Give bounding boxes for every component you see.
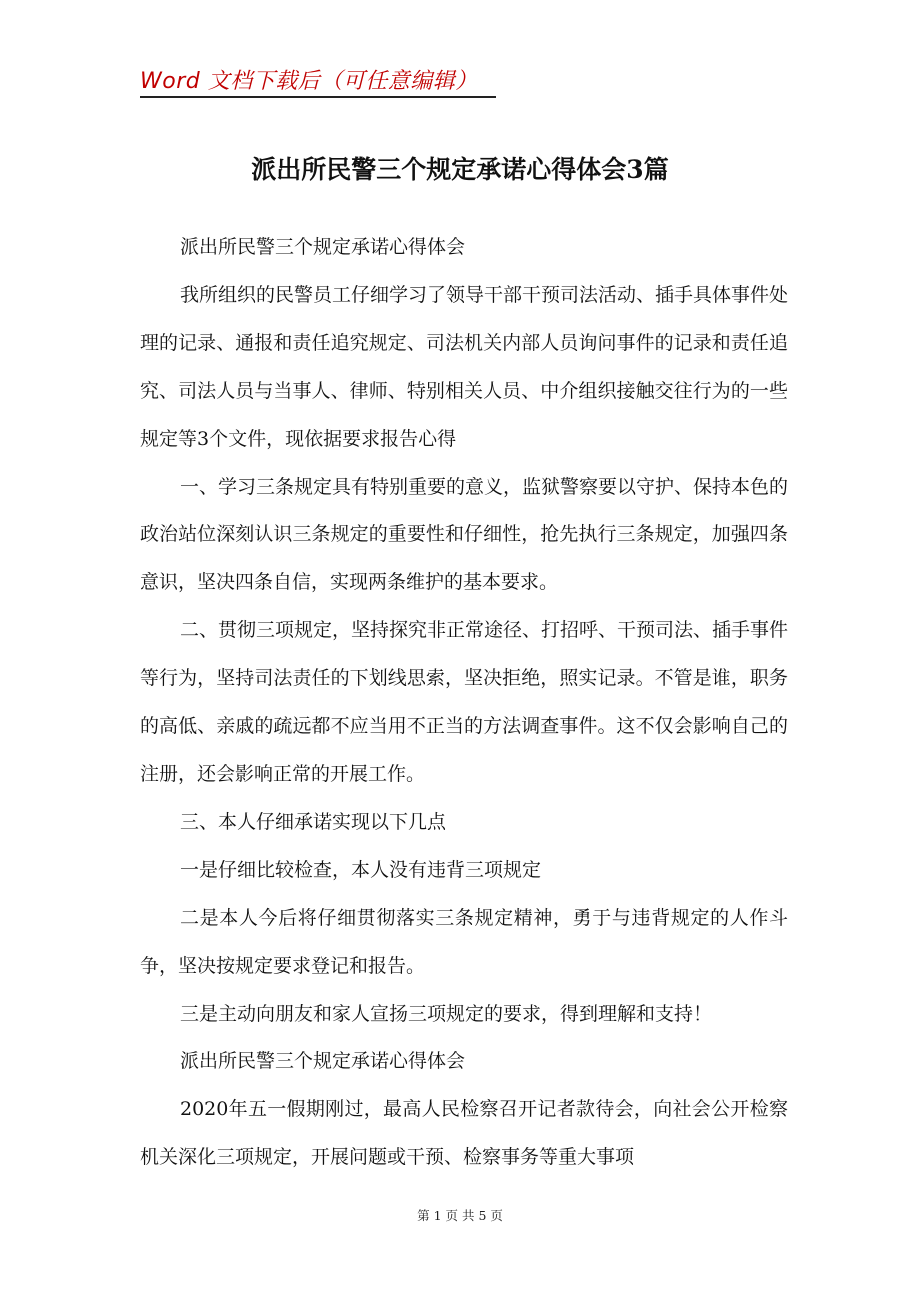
paragraph: 2020年五一假期刚过，最高人民检察召开记者款待会，向社会公开检察机关深化三项规定，开展问题或干预、检察事务等重大事项	[140, 1098, 788, 1169]
paragraph: 派出所民警三个规定承诺心得体会	[180, 1050, 466, 1073]
document-body	[140, 224, 788, 1182]
paragraph: 三、本人仔细承诺实现以下几点	[180, 810, 447, 833]
paragraph: 一、学习三条规定具有特别重要的意义，监狱警察要以守护、保持本色的政治站位深刻认识三条规定的重要性和仔细性，抢先执行三条规定，加强四条意识，坚决四条自信，实现两条维护的基本要求。	[140, 475, 789, 594]
paragraph: 一是仔细比较检查，本人没有违背三项规定	[180, 858, 542, 881]
paragraph: 三是主动向朋友和家人宣扬三项规定的要求，得到理解和支持！	[180, 1002, 713, 1025]
paragraph: 派出所民警三个规定承诺心得体会	[180, 236, 466, 258]
page-footer: 第 1 页 共 5 页	[417, 1208, 503, 1223]
document-header	[140, 62, 496, 98]
document-title: 派出所民警三个规定承诺心得体会3篇	[251, 155, 669, 184]
paragraph: 我所组织的民警员工仔细学习了领导干部干预司法活动、插手具体事件处理的记录、通报和责任追究规定、司法机关内部人员询问事件的记录和责任追究、司法人员与当事人、律师、特别相关人员、中介组织接触交往行为的一些规定等3个文件，现依据要求报告心得	[140, 283, 789, 450]
header-text: Word 文档下载后（可任意编辑）	[140, 69, 478, 94]
paragraph: 二是本人今后将仔细贯彻落实三条规定精神，勇于与违背规定的人作斗争，坚决按规定要求登记和报告。	[140, 906, 788, 977]
paragraph: 二、贯彻三项规定，坚持探究非正常途径、打招呼、干预司法、插手事件等行为，坚持司法责任的下划线思索，坚决拒绝，照实记录。不管是谁，职务的高低、亲戚的疏远都不应当用不正当的方法调查事件。这不仅会影响自己的注册，还会影响正常的开展工作。	[140, 619, 789, 785]
